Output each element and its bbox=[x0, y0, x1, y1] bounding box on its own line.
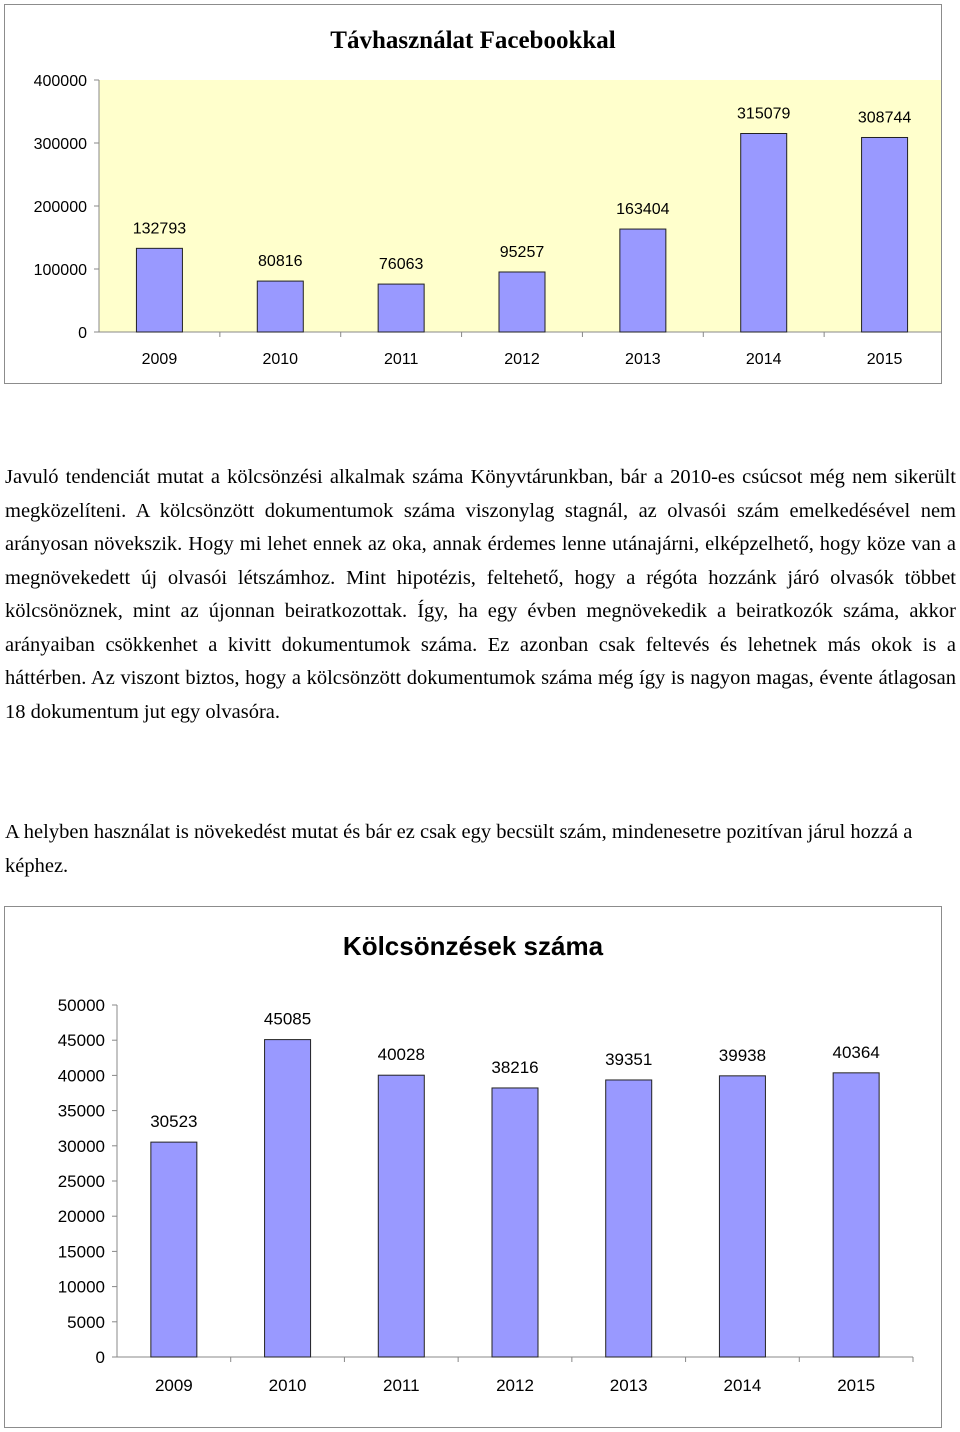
y-tick-label: 30000 bbox=[57, 1136, 105, 1156]
bar bbox=[378, 1075, 424, 1357]
y-tick-label: 300000 bbox=[33, 136, 87, 153]
x-tick-label: 2015 bbox=[837, 1376, 876, 1395]
x-tick-label: 2009 bbox=[154, 1376, 193, 1395]
data-label: 308744 bbox=[857, 109, 912, 127]
x-tick-label: 2015 bbox=[866, 351, 903, 368]
chart-title: Kölcsönzések száma bbox=[342, 931, 604, 961]
bar bbox=[606, 1080, 652, 1357]
bar bbox=[862, 137, 908, 332]
y-tick-label: 40000 bbox=[57, 1066, 105, 1086]
x-tick-label: 2013 bbox=[625, 351, 661, 368]
y-tick-label: 10000 bbox=[57, 1277, 105, 1297]
x-tick-label: 2012 bbox=[504, 351, 540, 368]
data-label: 30523 bbox=[150, 1112, 198, 1132]
y-tick-label: 5000 bbox=[67, 1312, 105, 1332]
y-tick-label: 25000 bbox=[57, 1172, 105, 1191]
data-label: 38216 bbox=[491, 1057, 539, 1077]
data-label: 39938 bbox=[718, 1045, 767, 1065]
data-label: 132793 bbox=[132, 220, 187, 238]
chart-loans-count bbox=[4, 906, 942, 1428]
bar bbox=[136, 248, 182, 332]
bar bbox=[499, 272, 545, 332]
x-tick-label: 2014 bbox=[723, 1376, 762, 1395]
bar bbox=[151, 1142, 197, 1357]
y-tick-label: 15000 bbox=[57, 1242, 105, 1262]
y-tick-label: 35000 bbox=[57, 1101, 105, 1121]
data-label: 76063 bbox=[378, 256, 424, 274]
x-tick-label: 2013 bbox=[609, 1376, 648, 1395]
x-tick-label: 2014 bbox=[745, 351, 782, 368]
y-tick-label: 200000 bbox=[33, 199, 87, 216]
x-tick-label: 2011 bbox=[383, 351, 419, 368]
chart-loans-svg bbox=[5, 907, 941, 1427]
chart-facebook-remote-use bbox=[4, 4, 942, 384]
bar bbox=[492, 1088, 538, 1357]
data-label: 80816 bbox=[258, 253, 303, 271]
data-label: 95257 bbox=[499, 243, 545, 261]
data-label: 45085 bbox=[263, 1009, 312, 1029]
bar bbox=[741, 134, 787, 332]
y-tick-label: 0 bbox=[95, 1348, 105, 1367]
x-tick-label: 2010 bbox=[268, 1376, 307, 1395]
data-label: 39351 bbox=[605, 1049, 653, 1069]
y-tick-label: 45000 bbox=[57, 1031, 105, 1051]
x-tick-label: 2011 bbox=[383, 1376, 420, 1395]
bar bbox=[257, 281, 303, 332]
bar bbox=[378, 284, 424, 332]
y-tick-label: 400000 bbox=[33, 73, 87, 90]
data-label: 40364 bbox=[832, 1042, 880, 1062]
body-paragraph-loans: Javuló tendenciát mutat a kölcsönzési alkalmak száma Könyvtárunkban, bár a 2010-es csúcsot még nem sikerült megközelíteni. A kölcsönzött dokumentumok száma viszonylag stagnál, az olvasói szám emelkedésével nem arányosan növekszik. Hogy mi lehet ennek az oka, annak érdemes lenne utánajárni, elképzelhető, hogy köze van a megnövekedett új olvasói létszámhoz. Mint hipotézis, feltehető, hogy a régóta hozzánk járó olvasók többet kölcsönöznek, mint az újonnan beiratkozottak. Így, ha egy évben megnövekedik a beiratkozók száma, akkor arányaiban csökkenhet a kivitt dokumentumok száma. Ez azonban csak feltevés és lehetnek más okok is a háttérben. Az viszont biztos, hogy a kölcsönzött dokumentumok száma még így is nagyon magas, évente átlagosan 18 dokumentum jut egy olvasóra. bbox=[5, 466, 956, 723]
data-label: 163404 bbox=[616, 201, 670, 219]
data-label: 315079 bbox=[737, 105, 791, 123]
x-tick-label: 2010 bbox=[262, 351, 299, 368]
data-label: 40028 bbox=[377, 1045, 425, 1065]
chart-facebook-svg bbox=[5, 5, 941, 383]
y-tick-label: 20000 bbox=[57, 1207, 105, 1227]
bar bbox=[265, 1040, 311, 1357]
bar bbox=[719, 1076, 765, 1357]
y-tick-label: 0 bbox=[78, 325, 87, 342]
x-tick-label: 2012 bbox=[496, 1376, 534, 1395]
chart-title: Távhasználat Facebookkal bbox=[330, 27, 616, 54]
bar bbox=[620, 229, 666, 332]
y-tick-label: 50000 bbox=[57, 996, 105, 1015]
x-tick-label: 2009 bbox=[141, 351, 178, 368]
bar bbox=[833, 1073, 879, 1357]
y-tick-label: 100000 bbox=[33, 262, 87, 279]
body-paragraph-onsite-use: A helyben használat is növekedést mutat és bár ez csak egy becsült szám, mindenesetre pozitívan járul hozzá a képhez. bbox=[5, 821, 913, 877]
